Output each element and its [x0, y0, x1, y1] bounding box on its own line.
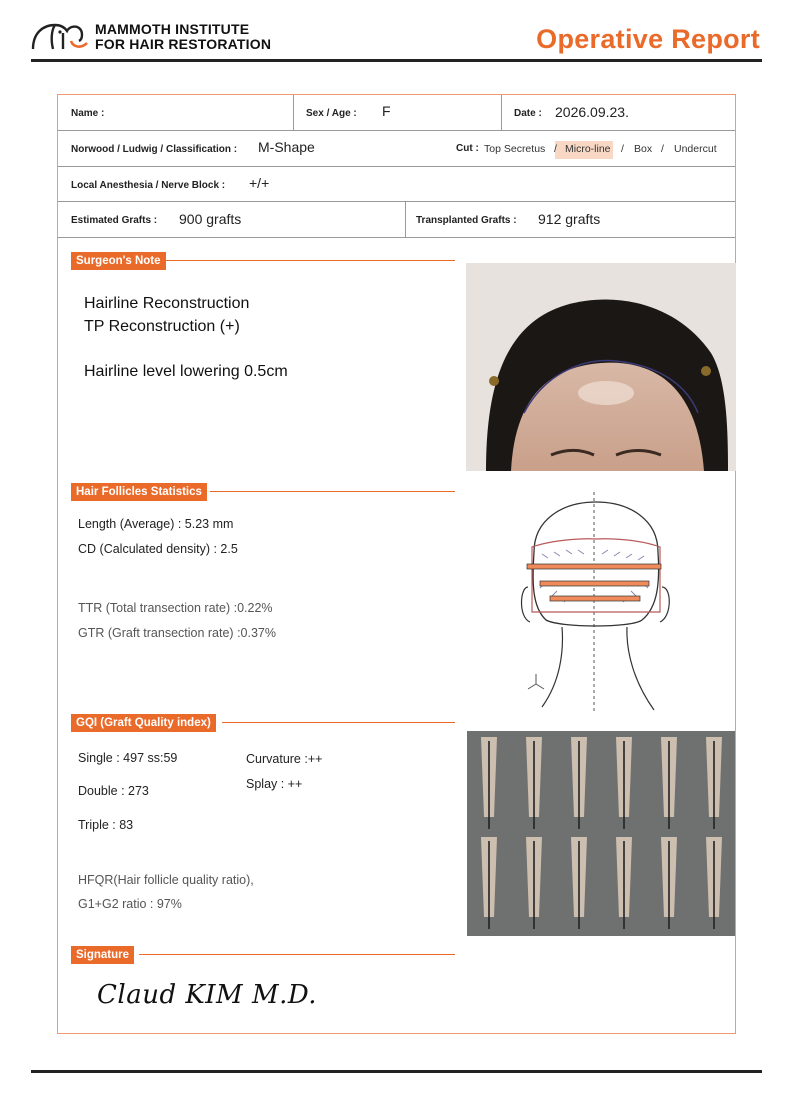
- gqi-splay: Splay : ++: [246, 777, 303, 791]
- cut-option-box[interactable]: Box: [634, 143, 653, 155]
- row-divider: [58, 166, 735, 167]
- gqi-double: Double : 273: [78, 784, 149, 798]
- footer-divider: [31, 1070, 762, 1073]
- sex-age-value[interactable]: F: [382, 103, 391, 119]
- section-rule: [165, 260, 455, 261]
- gqi-triple: Triple : 83: [78, 818, 134, 832]
- length-average: Length (Average) : 5.23 mm: [78, 517, 234, 531]
- anesthesia-value[interactable]: +/+: [249, 175, 270, 191]
- row-divider: [58, 130, 735, 131]
- surgeons-note-line1: Hairline Reconstruction: [84, 295, 250, 312]
- name-label: Name :: [71, 108, 105, 119]
- column-divider: [501, 95, 502, 130]
- column-divider: [405, 201, 406, 237]
- signature-tag: Signature: [71, 946, 134, 964]
- gqi-tag: GQI (Graft Quality index): [71, 714, 216, 732]
- institute-name-line1: MAMMOTH INSTITUTE: [95, 21, 250, 37]
- surgeon-signature: Claud KIM M.D.: [97, 980, 318, 1010]
- cut-separator: /: [621, 143, 624, 155]
- mammoth-icon: [31, 19, 89, 51]
- sex-age-label: Sex / Age :: [306, 108, 357, 119]
- institute-name: [95, 22, 271, 52]
- graft-transection-rate: GTR (Graft transection rate) :0.37%: [78, 626, 276, 640]
- section-rule: [210, 491, 455, 492]
- gqi-ratio: G1+G2 ratio : 97%: [78, 897, 182, 911]
- patient-forehead-photo: [466, 263, 736, 471]
- institute-logo: [31, 19, 89, 51]
- cut-option-undercut[interactable]: Undercut: [674, 143, 717, 155]
- cut-separator: /: [554, 143, 557, 155]
- anesthesia-label: Local Anesthesia / Nerve Block :: [71, 180, 226, 191]
- section-rule: [139, 954, 455, 955]
- date-label: Date :: [514, 108, 542, 119]
- estimated-grafts-value[interactable]: 900 grafts: [179, 211, 242, 227]
- total-transection-rate: TTR (Total transection rate) :0.22%: [78, 601, 273, 615]
- date-value[interactable]: 2026.09.23.: [555, 104, 629, 120]
- row-divider: [58, 201, 735, 202]
- header-divider: [31, 59, 762, 62]
- section-rule: [222, 722, 455, 723]
- row-divider: [58, 237, 735, 238]
- gqi-single: Single : 497 ss:59: [78, 751, 178, 765]
- gqi-hfqr: HFQR(Hair follicle quality ratio),: [78, 873, 254, 887]
- gqi-curvature: Curvature :++: [246, 752, 323, 766]
- cut-option-micro-line[interactable]: Micro-line: [565, 143, 611, 155]
- cut-label: Cut :: [456, 143, 479, 154]
- surgeons-note-line3: Hairline level lowering 0.5cm: [84, 363, 288, 380]
- column-divider: [293, 95, 294, 130]
- calculated-density: CD (Calculated density) : 2.5: [78, 542, 238, 556]
- cut-separator: /: [661, 143, 664, 155]
- graft-samples-photo: [467, 731, 735, 936]
- donor-area-diagram: [512, 492, 682, 714]
- transplanted-grafts-label: Transplanted Grafts :: [416, 215, 517, 226]
- institute-name-line2: FOR HAIR RESTORATION: [95, 36, 272, 52]
- transplanted-grafts-value[interactable]: 912 grafts: [538, 211, 601, 227]
- report-title: Operative Report: [536, 24, 760, 54]
- cut-option-top-secretus[interactable]: Top Secretus: [484, 143, 546, 155]
- surgeons-note-line2: TP Reconstruction (+): [84, 318, 240, 335]
- estimated-grafts-label: Estimated Grafts :: [71, 215, 158, 226]
- surgeons-note-tag: Surgeon's Note: [71, 252, 166, 270]
- classification-value[interactable]: M-Shape: [258, 139, 315, 155]
- classification-label: Norwood / Ludwig / Classification :: [71, 144, 238, 155]
- follicles-tag: Hair Follicles Statistics: [71, 483, 207, 501]
